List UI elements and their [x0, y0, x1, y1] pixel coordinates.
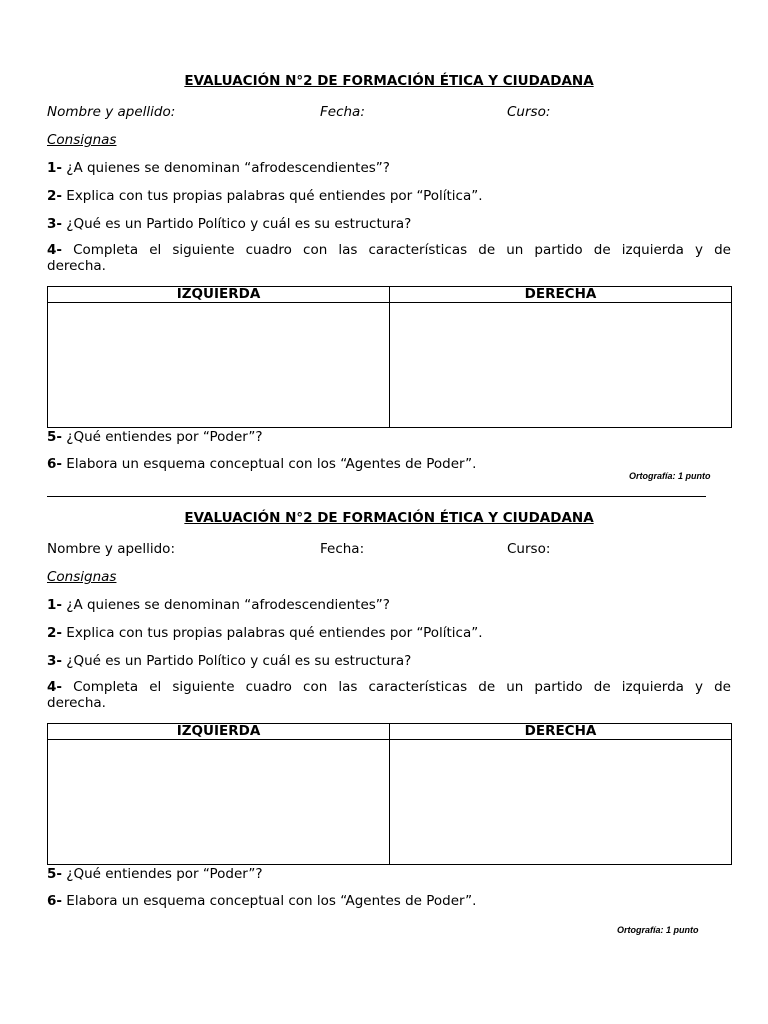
evaluation-copy-1: [47, 72, 731, 473]
question-text: ¿Qué entiendes por “Poder”?: [62, 429, 263, 445]
answer-cell-right[interactable]: [390, 740, 732, 865]
question-3: [47, 652, 731, 670]
page-title: EVALUACIÓN N°2 DE FORMACIÓN ÉTICA Y CIUDADANA: [184, 73, 594, 89]
question-number: 2-: [47, 188, 62, 204]
question-1: [47, 159, 731, 177]
question-number: 3-: [47, 216, 62, 232]
column-header-right: DERECHA: [390, 724, 732, 740]
page-title: EVALUACIÓN N°2 DE FORMACIÓN ÉTICA Y CIUDADANA: [184, 510, 594, 526]
question-5: [47, 428, 731, 446]
question-text: Elabora un esquema conceptual con los “Agentes de Poder”.: [62, 893, 477, 909]
student-info-row: [47, 540, 731, 558]
question-number: 2-: [47, 625, 62, 641]
question-text: ¿A quienes se denominan “afrodescendientes”?: [62, 597, 390, 613]
column-header-left: IZQUIERDA: [48, 287, 390, 303]
question-text: ¿Qué es un Partido Político y cuál es su estructura?: [62, 653, 412, 669]
course-label: Curso:: [507, 541, 551, 557]
question-text: Explica con tus propias palabras qué entiendes por “Política”.: [62, 625, 483, 641]
cut-line-divider: [47, 496, 706, 497]
question-number: 3-: [47, 653, 62, 669]
answer-cell-right[interactable]: [390, 303, 732, 428]
instructions-heading: Consignas: [47, 132, 117, 148]
question-4: [47, 679, 731, 711]
student-info-row: [47, 103, 731, 121]
answer-cell-left[interactable]: [48, 740, 390, 865]
question-text: Completa el siguiente cuadro con las características de un partido de izquierda y de: [62, 679, 731, 695]
question-number: 5-: [47, 866, 62, 882]
question-number: 1-: [47, 597, 62, 613]
comparison-table: [47, 286, 732, 428]
question-5: [47, 865, 731, 883]
question-2: [47, 624, 731, 642]
question-text: Elabora un esquema conceptual con los “Agentes de Poder”.: [62, 456, 477, 472]
name-label: Nombre y apellido:: [47, 541, 175, 557]
question-number: 1-: [47, 160, 62, 176]
question-text-continued: derecha.: [47, 695, 106, 711]
date-label: Fecha:: [320, 104, 365, 120]
question-number: 4-: [47, 242, 62, 258]
question-text: Explica con tus propias palabras qué entiendes por “Política”.: [62, 188, 483, 204]
evaluation-copy-2: [47, 509, 731, 910]
question-4: [47, 242, 731, 274]
question-number: 6-: [47, 893, 62, 909]
grade-note: Ortografía: 1 punto: [617, 925, 699, 935]
question-text: ¿Qué entiendes por “Poder”?: [62, 866, 263, 882]
name-label: Nombre y apellido:: [47, 104, 176, 120]
question-number: 6-: [47, 456, 62, 472]
column-header-left: IZQUIERDA: [48, 724, 390, 740]
question-number: 5-: [47, 429, 62, 445]
grade-note: Ortografía: 1 punto: [629, 471, 711, 481]
column-header-right: DERECHA: [390, 287, 732, 303]
course-label: Curso:: [507, 104, 551, 120]
question-2: [47, 187, 731, 205]
question-text: ¿Qué es un Partido Político y cuál es su estructura?: [62, 216, 412, 232]
answer-cell-left[interactable]: [48, 303, 390, 428]
question-3: [47, 215, 731, 233]
question-1: [47, 596, 731, 614]
instructions-heading: Consignas: [47, 569, 117, 585]
date-label: Fecha:: [320, 541, 365, 557]
question-number: 4-: [47, 679, 62, 695]
question-text: ¿A quienes se denominan “afrodescendientes”?: [62, 160, 390, 176]
question-6: [47, 892, 731, 910]
question-text: Completa el siguiente cuadro con las características de un partido de izquierda y de: [62, 242, 731, 258]
comparison-table: [47, 723, 732, 865]
question-text-continued: derecha.: [47, 258, 106, 274]
